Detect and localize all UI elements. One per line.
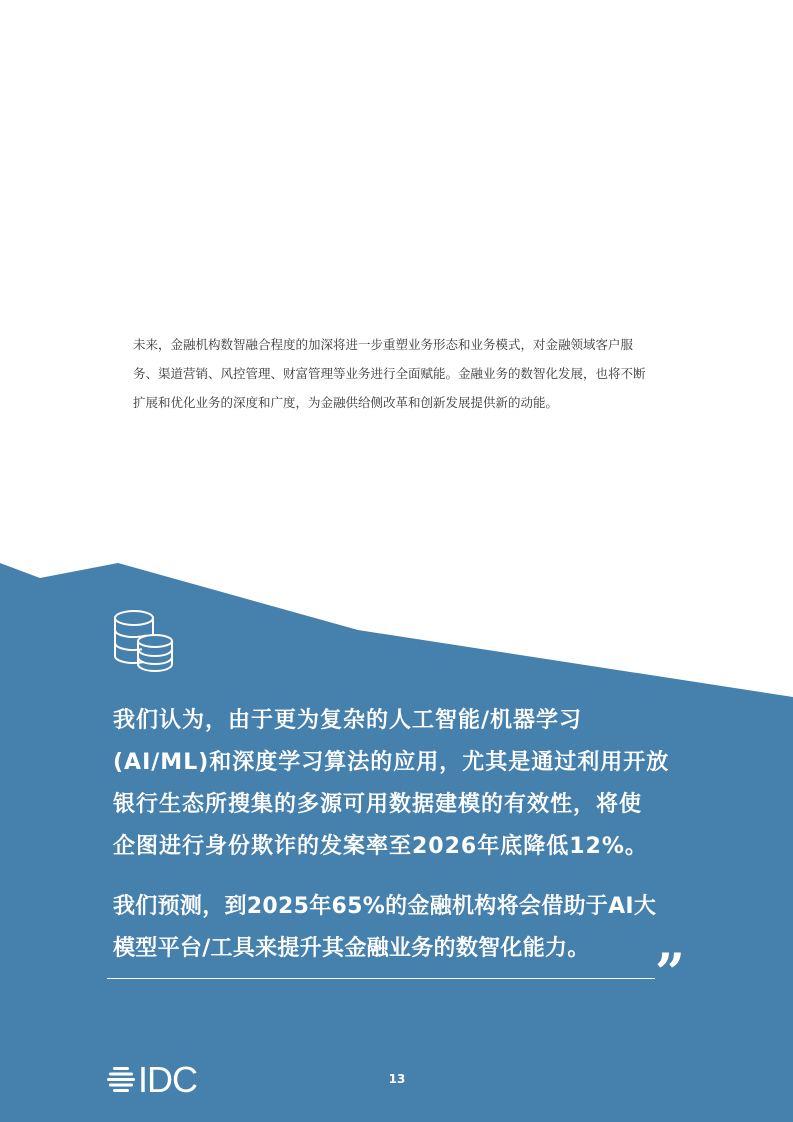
body-line: 未来，金融机构数智融合程度的加深将进一步重塑业务形态和业务模式，对金融领域客户服 — [133, 337, 634, 352]
body-line: 务、渠道营销、风控管理、财富管理等业务进行全面赋能。金融业务的数智化发展，也将不断 — [133, 366, 646, 381]
coins-icon — [110, 608, 176, 672]
quote-line: (AI/ML)和深度学习算法的应用，尤其是通过利用开放 — [113, 750, 670, 775]
callout-quote — [113, 700, 703, 970]
logo-text: IDC — [138, 1059, 197, 1100]
idc-logo — [106, 1059, 197, 1100]
quote-divider — [107, 978, 655, 979]
body-line: 扩展和优化业务的深度和广度，为金融供给侧改革和创新发展提供新的动能。 — [133, 395, 559, 410]
quote-line: 我们预测，到2025年65%的金融机构将会借助于AI大 — [113, 894, 657, 919]
page-number: 13 — [388, 1072, 406, 1086]
quote-line: 银行生态所搜集的多源可用数据建模的有效性，将使 — [113, 792, 643, 817]
quote-paragraph-1 — [113, 700, 703, 868]
closing-quote-icon: ” — [655, 943, 681, 1004]
quote-paragraph-2 — [113, 886, 703, 970]
quote-line: 我们认为，由于更为复杂的人工智能/机器学习 — [113, 708, 583, 733]
quote-line: 企图进行身份欺诈的发案率至2026年底降低12%。 — [113, 834, 648, 859]
quote-line: 模型平台/工具来提升其金融业务的数智化能力。 — [113, 936, 590, 961]
globe-stripes-icon — [106, 1065, 136, 1095]
